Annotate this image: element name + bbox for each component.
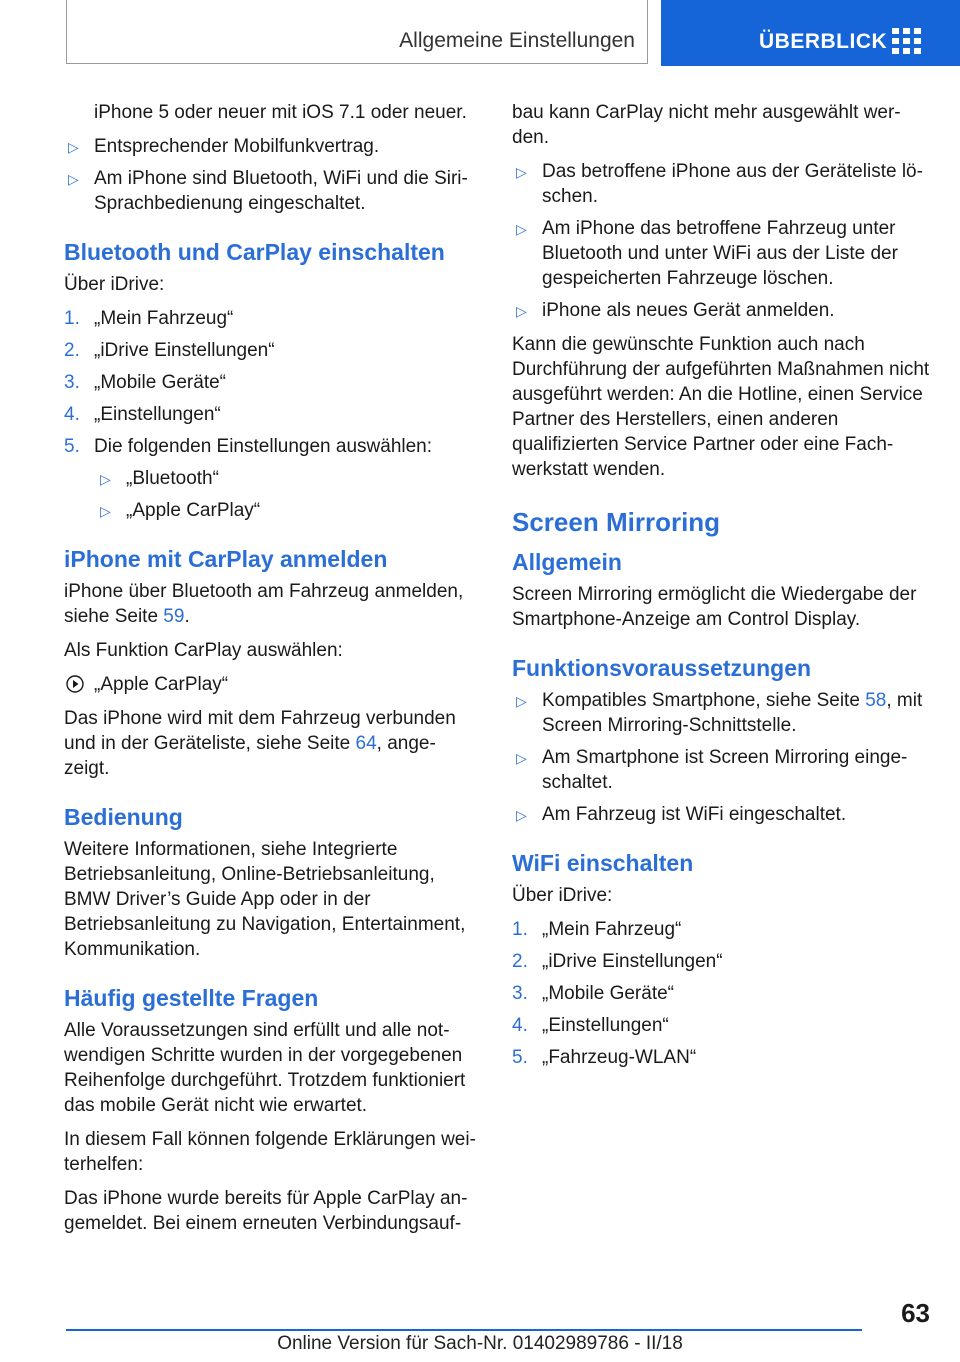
list-item: ▷ Kompatibles Smartphone, siehe Seite 58, mit Screen Mirroring-Schnittstelle. — [516, 690, 923, 736]
idrive-intro: Über iDrive: — [64, 274, 165, 295]
page-link[interactable]: 64 — [355, 733, 377, 754]
right-column — [512, 100, 932, 1079]
footer-divider — [66, 1329, 862, 1331]
continued-line: iPhone 5 oder neuer mit iOS 7.1 oder neuer. — [94, 102, 467, 123]
faq-paragraph: Das iPhone wurde bereits für Apple CarPlay an-gemeldet. Bei einem erneuten Verbindungsauf- — [64, 1188, 468, 1234]
page-number: 63 — [901, 1298, 930, 1328]
heading-register: iPhone mit CarPlay anmelden — [64, 546, 388, 572]
step-item: 2. „iDrive Einstellungen“ — [64, 340, 275, 361]
list-item: ▷ Am Smartphone ist Screen Mirroring einge-schaltet. — [516, 747, 908, 793]
step-item: 5. „Fahrzeug-WLAN“ — [512, 1047, 697, 1068]
function-select-text: Als Funktion CarPlay auswählen: — [64, 640, 343, 661]
triangle-bullet-icon: ▷ — [516, 693, 527, 709]
list-item: ▷ Am iPhone sind Bluetooth, WiFi und die Siri-Sprachbedienung eingeschaltet. — [68, 168, 468, 214]
list-item: ▷ iPhone als neues Gerät anmelden. — [512, 298, 932, 323]
step-item: 1. „Mein Fahrzeug“ — [64, 308, 234, 329]
heading-requirements: Funktionsvoraussetzungen — [512, 655, 812, 681]
triangle-bullet-icon: ▷ — [100, 471, 111, 487]
heading-faq: Häufig gestellte Fragen — [64, 985, 319, 1011]
carplay-menu-item: „Apple CarPlay“ — [64, 672, 480, 697]
triangle-bullet-icon: ▷ — [68, 139, 79, 155]
overview-button[interactable] — [661, 0, 960, 66]
connected-paragraph: Das iPhone wird mit dem Fahrzeug verbunden und in der Geräteliste, siehe Seite 64, ange-zeigt. — [64, 708, 456, 779]
list-item: ▷ Am Fahrzeug ist WiFi eingeschaltet. — [512, 802, 932, 827]
faq-paragraph: In diesem Fall können folgende Erklärungen wei-terhelfen: — [64, 1129, 476, 1175]
hotline-paragraph: Kann die gewünschte Funktion auch nach Durchführung der aufgeführten Maßnahmen nicht ausgeführt werden: An die Hotline, einen Service Partner des Herstellers, einen anderen qualifizierten Service Partner oder eine Fach-werkstatt wenden. — [512, 334, 930, 480]
step-item: 3. „Mobile Geräte“ — [64, 372, 226, 393]
steps-list — [512, 917, 932, 1070]
play-circle-icon — [66, 675, 84, 693]
step-item: 4. „Einstellungen“ — [64, 404, 221, 425]
triangle-bullet-icon: ▷ — [516, 750, 527, 766]
fix-list — [512, 159, 932, 323]
steps-list — [64, 306, 480, 523]
triangle-bullet-icon: ▷ — [516, 164, 527, 180]
triangle-bullet-icon: ▷ — [516, 807, 527, 823]
triangle-bullet-icon: ▷ — [516, 303, 527, 319]
operation-paragraph: Weitere Informationen, siehe Integrierte Betriebsanleitung, Online-Betriebsanleitung, BMW Driver’s Guide App oder in der Betriebsanleitung zu Navigation, Entertainment, Kommunikation. — [64, 839, 466, 960]
triangle-bullet-icon: ▷ — [100, 503, 111, 519]
sub-step-item: ▷ „Bluetooth“ — [64, 466, 480, 491]
triangle-bullet-icon: ▷ — [68, 171, 79, 187]
sub-step-item: ▷ „Apple CarPlay“ — [64, 498, 480, 523]
faq-paragraph: Alle Voraussetzungen sind erfüllt und alle not-wendigen Schritte wurden in der vorgegebenen Reihenfolge durchgeführt. Trotzdem funktioniert das mobile Gerät nicht wie erwartet. — [64, 1020, 466, 1116]
requirements-list — [64, 134, 480, 216]
requirements-list — [512, 688, 932, 827]
left-column — [64, 100, 480, 1245]
section-tab — [66, 0, 648, 64]
heading-operation: Bedienung — [64, 804, 183, 830]
idrive-intro: Über iDrive: — [512, 885, 613, 906]
page-link[interactable]: 58 — [865, 690, 887, 711]
list-item: ▷ Das betroffene iPhone aus der Geräteliste lö-schen. — [516, 161, 923, 207]
heading-bluetooth-carplay: Bluetooth und CarPlay einschalten — [64, 239, 445, 265]
list-item: ▷ Am iPhone das betroffene Fahrzeug unter Bluetooth und unter WiFi aus der Liste der gespeicherten Fahrzeuge löschen. — [516, 218, 898, 289]
page-link[interactable]: 59 — [163, 606, 185, 627]
step-item: 2. „iDrive Einstellungen“ — [512, 951, 723, 972]
section-title: Allgemeine Einstellungen — [399, 29, 635, 52]
grid-icon — [892, 28, 922, 54]
footer-version-text: Online Version für Sach-Nr. 01402989786 - II/18 — [277, 1333, 683, 1354]
step-item: 4. „Einstellungen“ — [512, 1015, 669, 1036]
page-header — [0, 0, 960, 66]
heading-general: Allgemein — [512, 549, 622, 575]
step-item: 5. Die folgenden Einstellungen auswählen: — [64, 436, 433, 457]
list-item: ▷ Entsprechender Mobilfunkvertrag. — [64, 134, 480, 159]
step-item: 1. „Mein Fahrzeug“ — [512, 919, 682, 940]
triangle-bullet-icon: ▷ — [516, 221, 527, 237]
heading-wifi: WiFi einschalten — [512, 850, 694, 876]
overview-label: ÜBERBLICK — [759, 30, 888, 53]
heading-screen-mirroring: Screen Mirroring — [512, 507, 721, 537]
register-paragraph: iPhone über Bluetooth am Fahrzeug anmelden, siehe Seite 59. — [64, 581, 464, 627]
step-item: 3. „Mobile Geräte“ — [512, 983, 674, 1004]
continued-paragraph: bau kann CarPlay nicht mehr ausgewählt wer-den. — [512, 102, 901, 148]
general-paragraph: Screen Mirroring ermöglicht die Wiedergabe der Smartphone-Anzeige am Control Display. — [512, 584, 917, 630]
